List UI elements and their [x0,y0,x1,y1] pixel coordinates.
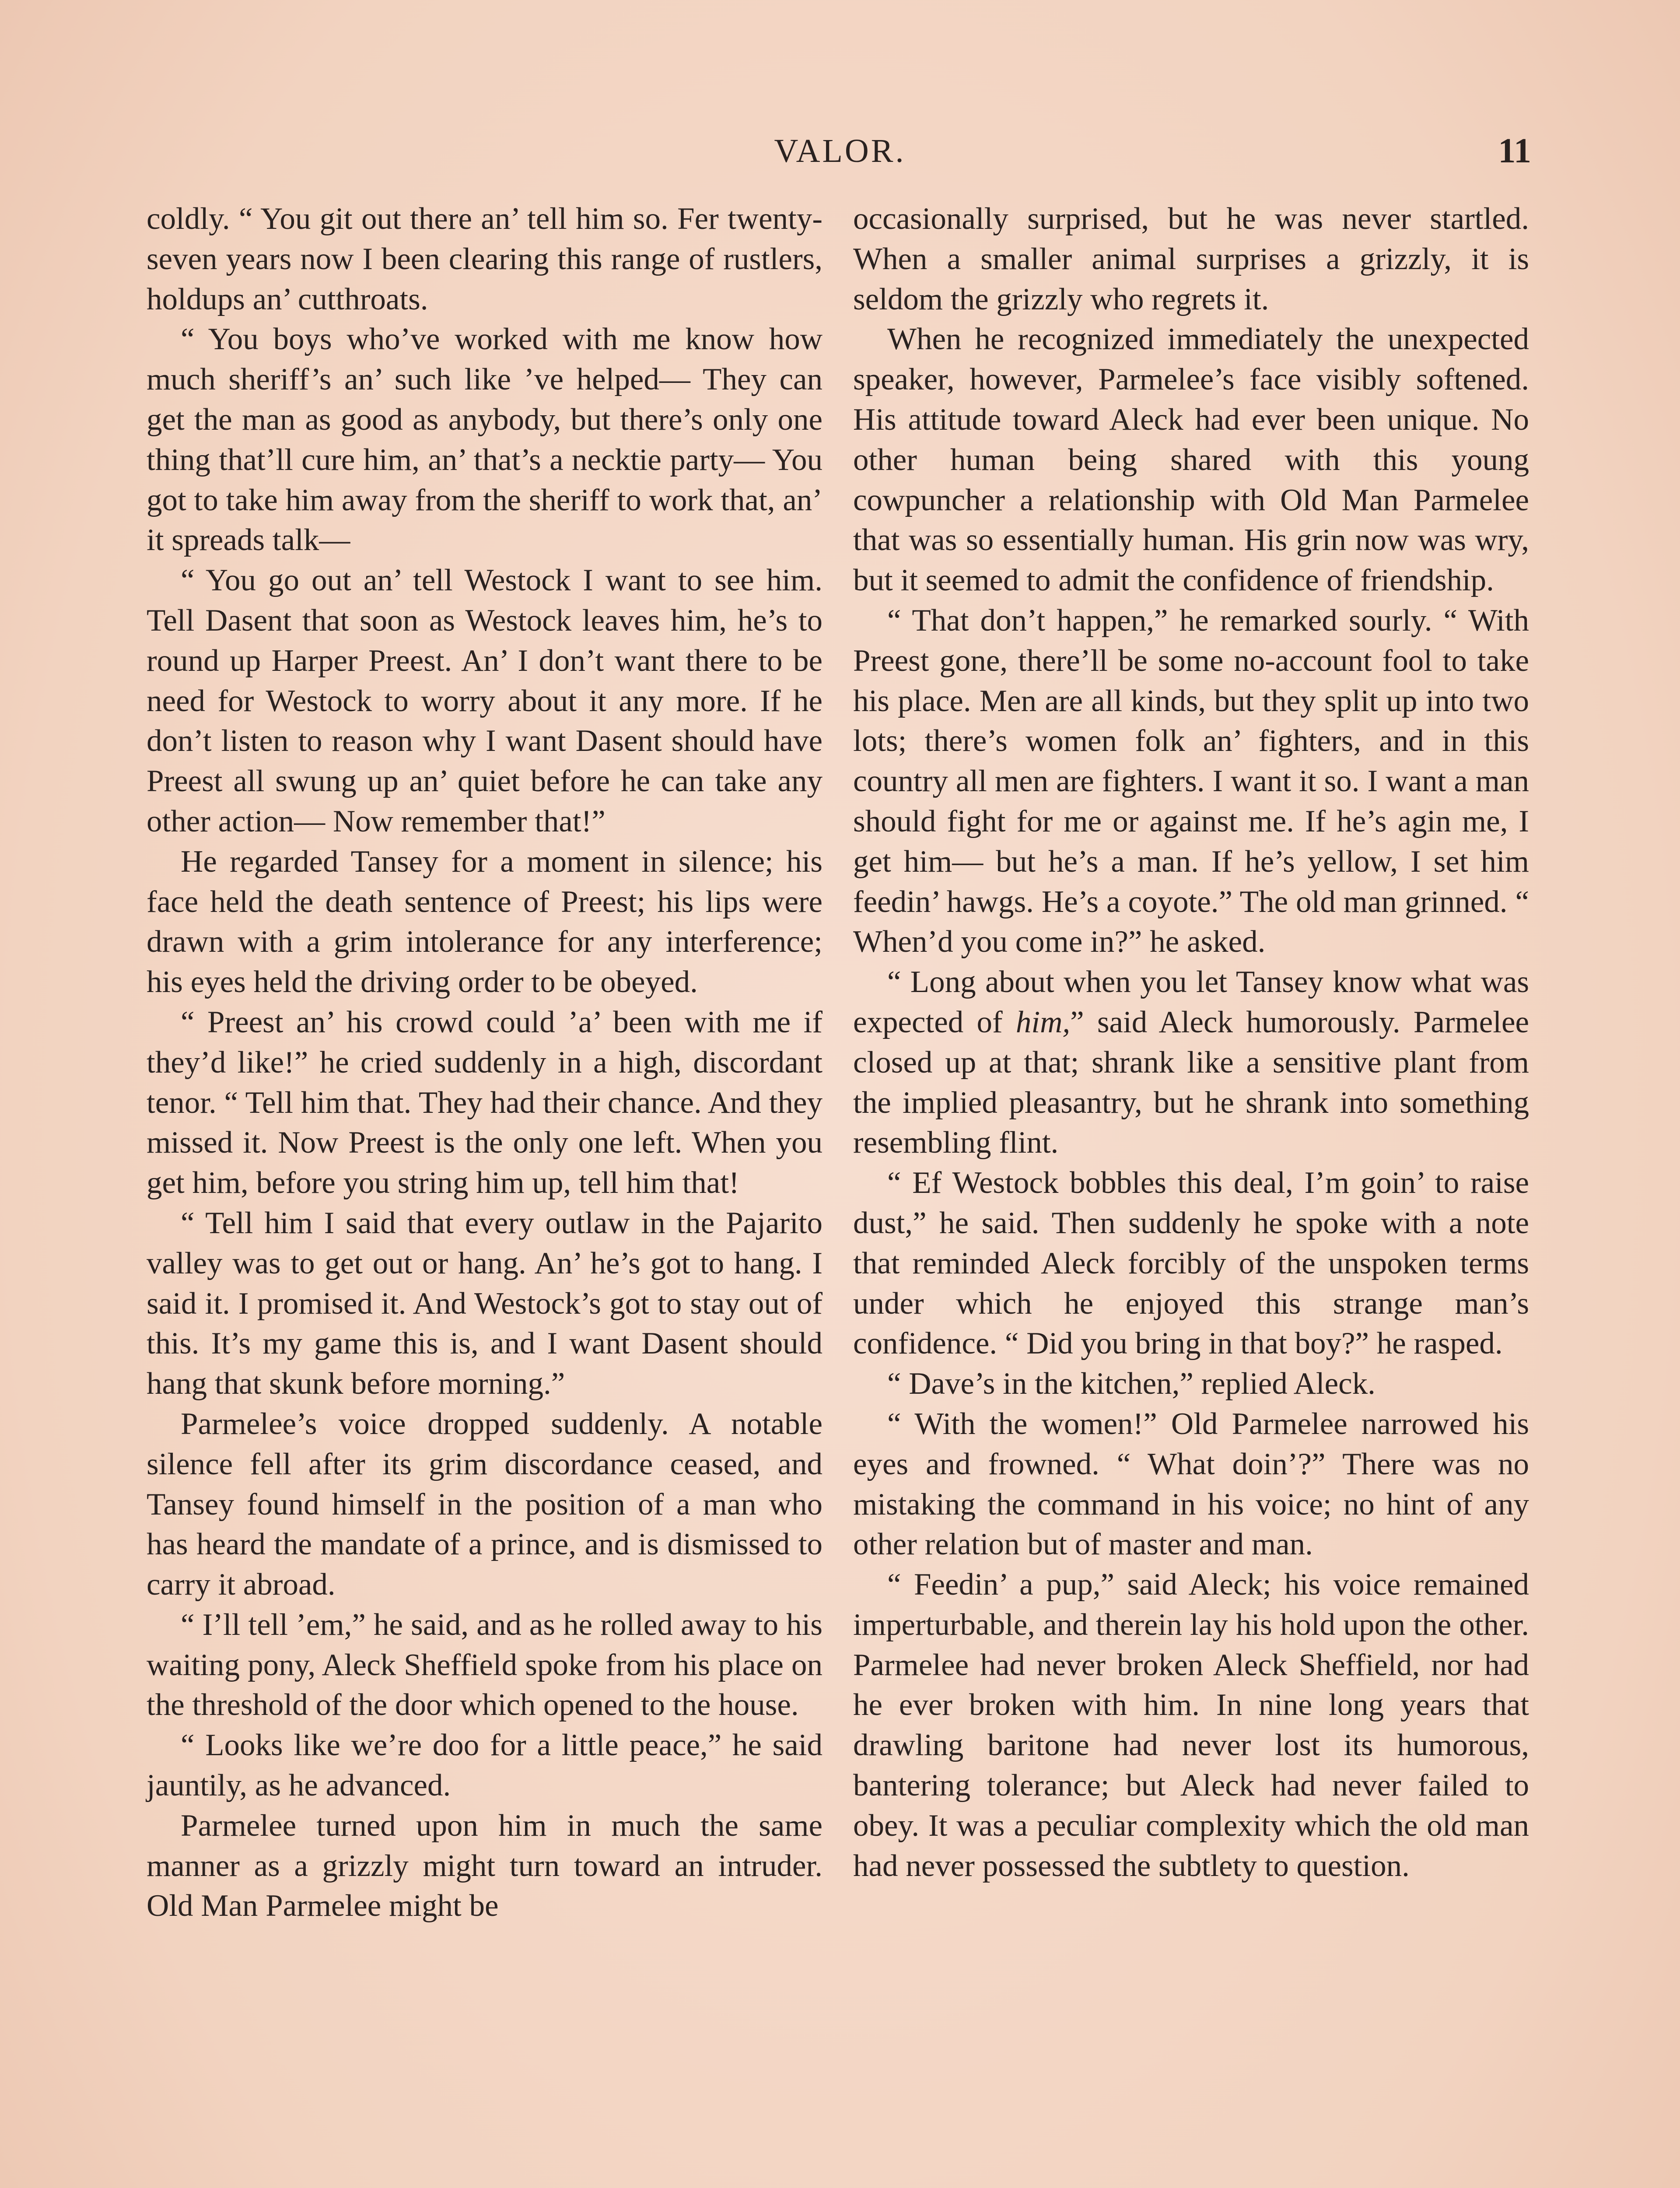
paragraph: When he recognized immediately the unexpected speaker, however, Parmelee’s face visibly softened. His attitude toward Aleck had ever been unique. No other human being shared with this young cowpuncher a relationship with Old Man Parmelee that was so essentially human. His grin now was wry, but it seemed to admit the confidence of friendship. [853,322,1529,598]
paragraph: occasionally surprised, but he was never startled. When a smaller animal surprises a grizzly, it is seldom the grizzly who regrets it. [853,202,1529,316]
paragraph: He regarded Tansey for a moment in silence; his face held the death sentence of Preest; his lips were drawn with a grim intolerance for any interference; his eyes held the driving order to be obeyed. [147,844,822,999]
italic-emphasis: him, [1015,1005,1071,1039]
paragraph: “ Ef Westock bobbles this deal, I’m goin’ to raise dust,” he said. Then suddenly he spoke with a note that reminded Aleck forcibly of the unspoken terms under which he enjoyed this strange man’s confidence. “ Did you bring in that boy?” he rasped. [853,1166,1529,1361]
paragraph: “ Preest an’ his crowd could ’a’ been with me if they’d like!” he cried suddenly in a high, discordant tenor. “ Tell him that. They had their chance. And they missed it. Now Preest is the only one left. When you get him, before you string him up, tell him that! [147,1005,822,1200]
paragraph: “ Dave’s in the kitchen,” replied Aleck. [887,1367,1376,1401]
paragraph: coldly. “ You git out there an’ tell him so. Fer twenty-seven years now I been clearing this range of rustlers, holdups an’ cutthroats. [147,202,822,316]
paragraph: “ I’ll tell ’em,” he said, and as he rolled away to his waiting pony, Aleck Sheffield spoke from his place on the threshold of the door which opened to the house. [147,1607,822,1722]
page-header [149,127,1531,175]
right-column [853,199,1529,2188]
text-run: “ Long about when you let Tansey know what was expected of [853,965,1529,1039]
paragraph: “ That don’t happen,” he remarked sourly. “ With Preest gone, there’ll be some no-account fool to take his place. Men are all kinds, but they split up into two lots; there’s women folk an’ fighters, and in this country all men are fighters. I want it so. I want a man should fight for me or against me. If he’s agin me, I get him— but he’s a man. If he’s yellow, I set him feedin’ hawgs. He’s a coyote.” The old man grinned. “ When’d you come in?” he asked. [853,603,1529,959]
paragraph: “ Tell him I said that every outlaw in the Pajarito valley was to get out or hang. An’ he’s got to hang. I said it. I promised it. And Westock’s got to stay out of this. It’s my game this is, and I want Dasent should hang that skunk before morning.” [147,1206,822,1401]
text-columns [147,199,1529,2188]
paragraph: Parmelee turned upon him in much the same manner as a grizzly might turn toward an intruder. Old Man Parmelee might be [147,1808,822,1923]
paragraph: “ You go out an’ tell Westock I want to see him. Tell Dasent that soon as Westock leaves him, he’s to round up Harper Preest. An’ I don’t want there to be need for Westock to worry about it any more. If he don’t listen to reason why I want Dasent should have Preest all swung up an’ quiet before he can take any other action— Now remember that!” [147,563,822,838]
page-number: 11 [1498,132,1531,170]
paragraph: “ With the women!” Old Parmelee narrowed his eyes and frowned. “ What doin’?” There was no mistaking the command in his voice; no hint of any other relation but of master and man. [853,1406,1529,1562]
paragraph: “ Feedin’ a pup,” said Aleck; his voice remained imperturbable, and therein lay his hold upon the other. Parmelee had never broken Aleck Sheffield, nor had he ever broken with him. In nine long years that drawling baritone had never lost its humorous, bantering tolerance; but Aleck had never failed to obey. It was a peculiar complexity which the old man had never possessed the subtlety to question. [853,1567,1529,1883]
paragraph: Parmelee’s voice dropped suddenly. A notable silence fell after its grim discordance ceased, and Tansey found himself in the position of a man who has heard the mandate of a prince, and is dismissed to carry it abroad. [147,1406,822,1602]
paragraph: “ Looks like we’re doo for a little peace,” he said jauntily, as he advanced. [147,1728,822,1803]
paragraph [853,962,1529,1163]
paragraph: “ You boys who’ve worked with me know how much sheriff’s an’ such like ’ve helped— They can get the man as good as anybody, but there’s only one thing that’ll cure him, an’ that’s a necktie party— You got to take him away from the sheriff to work that, an’ it spreads talk— [147,322,822,558]
running-head: VALOR. [774,133,906,169]
text-run: ” said Aleck humorously. Parmelee closed up at that; shrank like a sensitive plant from the implied pleasantry, but he shrank into something resembling flint. [853,1005,1529,1160]
left-column [147,199,822,2188]
